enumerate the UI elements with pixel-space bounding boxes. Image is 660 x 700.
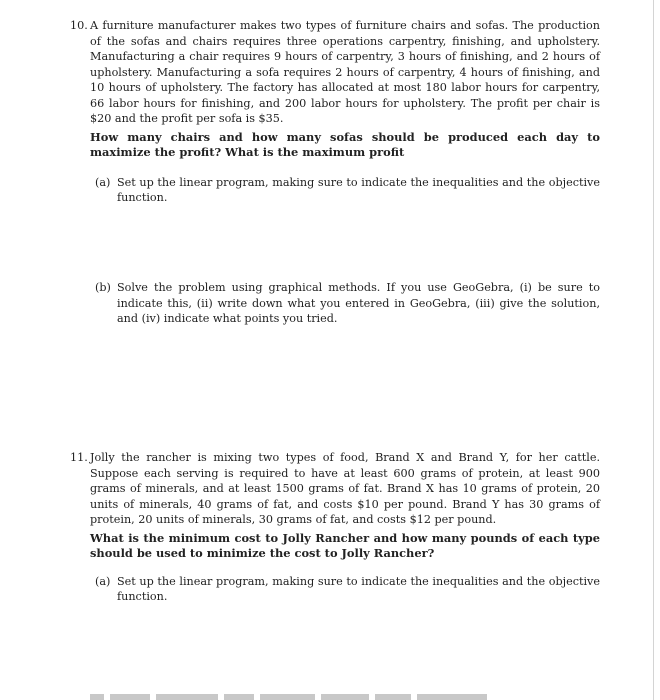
part-text: Solve the problem using graphical methods. If you use GeoGebra, (i) be sure to indicate this, (ii) write down what you entered in GeoGebra, (iii) give the solution, and (iv) indicate what points you tried.: [117, 281, 600, 325]
problem-question: What is the minimum cost to Jolly Rancher and how many pounds of each type should be used to minimize the cost to Jolly Rancher?: [90, 530, 600, 560]
problem-part-a: [95, 175, 600, 206]
problem-statement: A furniture manufacturer makes two types of furniture chairs and sofas. The production of the sofas and chairs requires three operations carpentry, finishing, and upholstery. Manufacturing a chair requires 9 hours of carpentry, 3 hours of finishing, and 2 hours of upholstery. Manufacturing a sofa requires 2 hours of carpentry, 4 hours of finishing, and 10 hours of upholstery. The factory has allocated at most 180 labor hours for carpentry, 66 labor hours for finishing, and 200 labor hours for upholstery. The profit per chair is $20 and the profit per sofa is $35.: [90, 19, 600, 125]
problem-part-a: [95, 574, 600, 605]
problem-question: How many chairs and how many sofas should be produced each day to maximize the profit? What is the maximum profit: [90, 129, 600, 159]
part-text: Set up the linear program, making sure to indicate the inequalities and the objective function.: [117, 574, 600, 603]
part-text: Set up the linear program, making sure to indicate the inequalities and the objective function.: [117, 175, 600, 204]
problem-number: 11.: [70, 451, 88, 464]
problem-part-b: [95, 280, 600, 327]
cut-off-text-line: [90, 694, 530, 700]
problem-number: 10.: [70, 19, 88, 32]
part-label: (b): [95, 281, 111, 294]
problem-11: [70, 450, 600, 605]
part-label: (a): [95, 175, 111, 189]
problem-statement: Jolly the rancher is mixing two types of food, Brand X and Brand Y, for her cattle. Suppose each serving is required to have at least 600 grams of protein, at least 900 grams of minerals, and at least 1500 grams of fat. Brand X has 10 grams of protein, 20 units of minerals, 40 grams of fat, and costs $10 per pound. Brand Y has 30 grams of protein, 20 units of minerals, 30 grams of fat, and costs $12 per pound.: [90, 451, 600, 526]
problem-10: [70, 18, 600, 325]
part-label: (a): [95, 574, 111, 588]
